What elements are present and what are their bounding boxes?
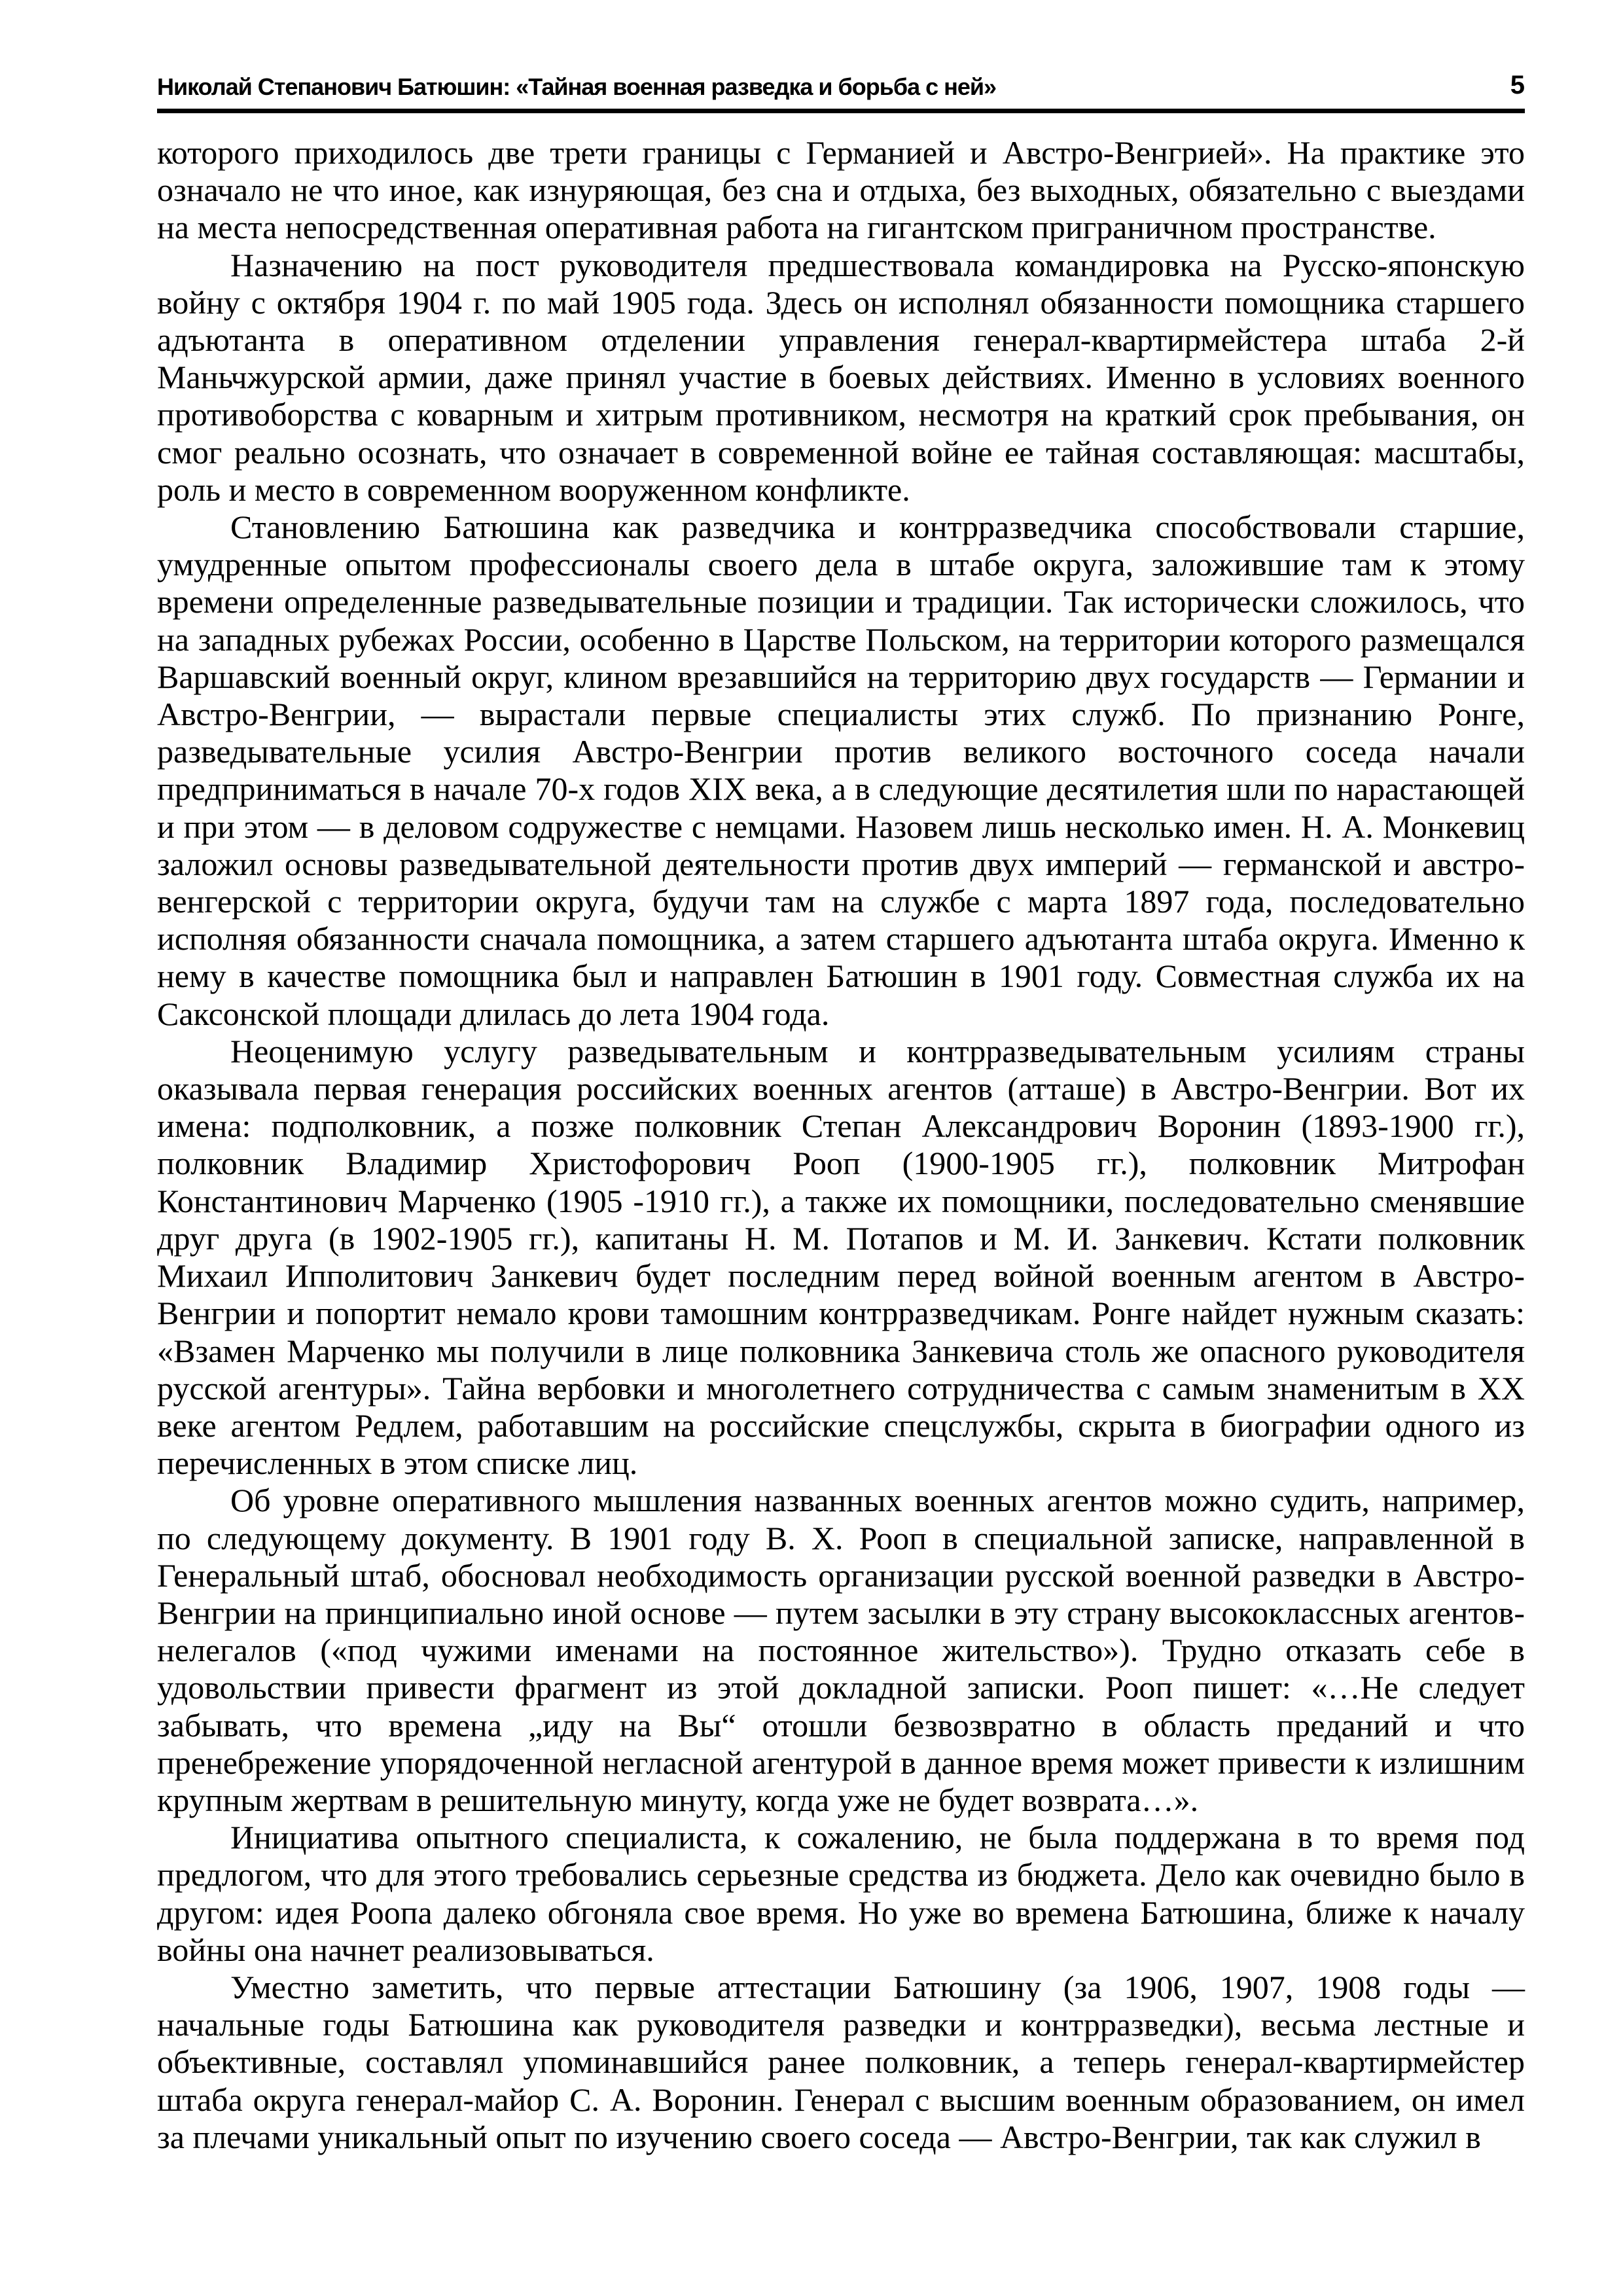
paragraph: Об уровне оперативного мышления названных военных агентов можно судить, например, по следующему документу. В 1901 году В. Х. Рооп в специальной записке, направленной в Генеральный штаб, обосновал необходимость организации русской военной разведки в Австро-Венгрии на принципиально иной основе — путем засылки в эту страну высококлассных агентов-нелегалов («под чужими именами на постоянное жительство»). Трудно отказать себе в удовольствии привести фрагмент из этой докладной записки. Рооп пишет: «…Не следует забывать, что времена „иду на Вы“ отошли безвозвратно в область преданий и что пренебрежение упорядоченной негласной агентурой в данное время может привести к излишним крупным жертвам в решительную минуту, когда уже не будет возврата…». — [157, 1482, 1525, 1818]
paragraph: Становлению Батюшина как разведчика и контрразведчика способствовали старшие, умудренные опытом профессионалы своего дела в штабе округа, заложившие там к этому времени определенные разведывательные позиции и традиции. Так исторически сложилось, что на западных рубежах России, особенно в Царстве Польском, на территории которого размещался Варшавский военный округ, клином врезавшийся на территорию двух государств — Германии и Австро-Венгрии, — вырастали первые специалисты этих служб. По признанию Ронге, разведывательные усилия Австро-Венгрии против великого восточного соседа начали предприниматься в начале 70-х годов XIX века, а в следующие десятилетия шли по нарастающей и при этом — в деловом содружестве с немцами. Назовем лишь несколько имен. Н. А. Монкевиц заложил основы разведывательной деятельности против двух империй — германской и австро-венгерской с территории округа, будучи там на службе с марта 1897 года, последовательно исполняя обязанности сначала помощника, а затем старшего адъютанта штаба округа. Именно к нему в качестве помощника был и направлен Батюшин в 1901 году. Совместная служба их на Саксонской площади длилась до лета 1904 года. — [157, 509, 1525, 1032]
paragraph: Назначению на пост руководителя предшествовала командировка на Русско-японскую войну с октября 1904 г. по май 1905 года. Здесь он исполнял обязанности помощника старшего адъютанта в оперативном отделении управления генерал-квартирмейстера штаба 2-й Маньчжурской армии, даже принял участие в боевых действиях. Именно в условиях военного противоборства с коварным и хитрым противником, несмотря на краткий срок пребывания, он смог реально осознать, что означает в современной войне ее тайная составляющая: масштабы, роль и место в современном вооруженном конфликте. — [157, 246, 1525, 508]
paragraph: Уместно заметить, что первые аттестации Батюшину (за 1906, 1907, 1908 годы — начальные годы Батюшина как руководителя разведки и контрразведки), весьма лестные и объективные, составлял упоминавшийся ранее полковник, а теперь генерал-квартирмейстер штаба округа генерал-майор С. А. Воронин. Генерал с высшим военным образованием, он имел за плечами уникальный опыт по изучению своего соседа — Австро-Венгрии, так как служил в — [157, 1968, 1525, 2155]
paragraph: Инициатива опытного специалиста, к сожалению, не была поддержана в то время под предлогом, что для этого требовались серьезные средства из бюджета. Дело как очевидно было в другом: идея Роопа далеко обгоняла свое время. Но уже во времена Батюшина, ближе к началу войны она начнет реализовываться. — [157, 1819, 1525, 1968]
header-title: Николай Степанович Батюшин: «Тайная военная разведка и борьба с ней» — [157, 73, 997, 100]
paragraph-continued: которого приходилось две трети границы с Германией и Австро-Венгрией». На практике это означало не что иное, как изнуряющая, без сна и отдыха, без выходных, обязательно с выездами на места непосредственная оперативная работа на гигантском приграничном пространстве. — [157, 134, 1525, 246]
body-text — [157, 134, 1525, 2156]
running-header — [157, 71, 1525, 113]
page-number: 5 — [1510, 71, 1525, 99]
paragraph: Неоценимую услугу разведывательным и контрразведывательным усилиям страны оказывала первая генерация российских военных агентов (атташе) в Австро-Венгрии. Вот их имена: подполковник, а позже полковник Степан Александрович Воронин (1893-1900 гг.), полковник Владимир Христофорович Рооп (1900-1905 гг.), полковник Митрофан Константинович Марченко (1905 -1910 гг.), а также их помощники, последовательно сменявшие друг друга (в 1902-1905 гг.), капитаны Н. М. Потапов и М. И. Занкевич. Кстати полковник Михаил Ипполитович Занкевич будет последним перед войной военным агентом в Австро-Венгрии и попортит немало крови тамошним контрразведчикам. Ронге найдет нужным сказать: «Взамен Марченко мы получили в лице полковника Занкевича столь же опасного руководителя русской агентуры». Тайна вербовки и многолетнего сотрудничества с самым знаменитым в XX веке агентом Редлем, работавшим на российские спецслужбы, скрыта в биографии одного из перечисленных в этом списке лиц. — [157, 1032, 1525, 1482]
